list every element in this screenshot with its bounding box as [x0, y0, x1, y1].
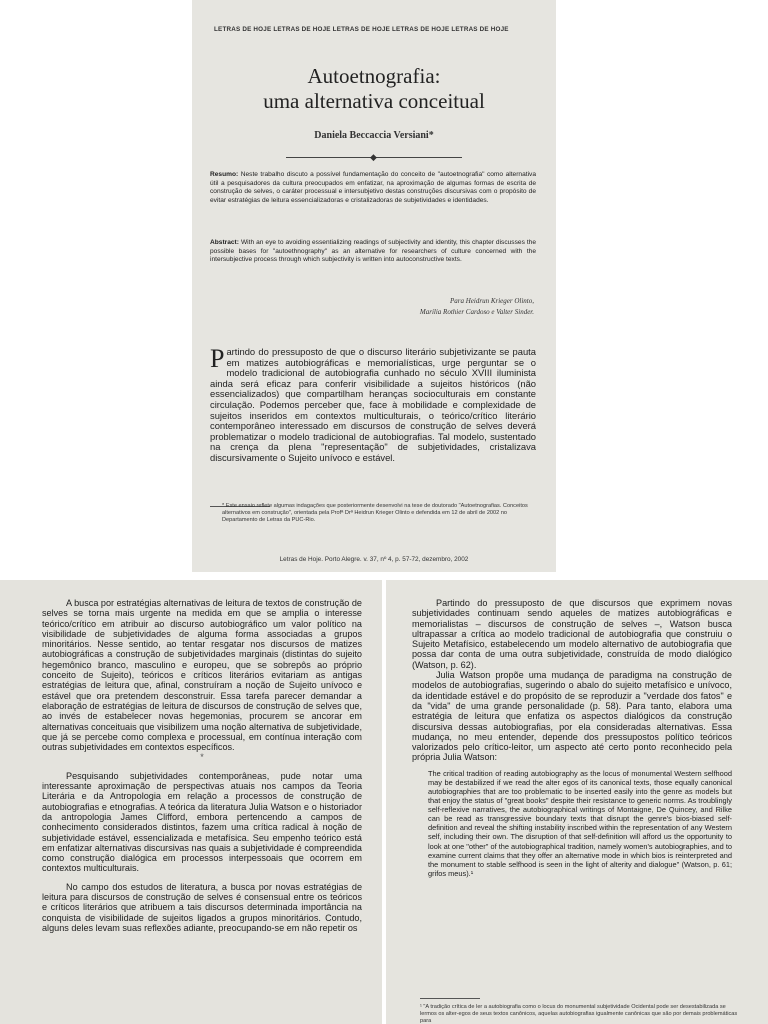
abstract-block	[210, 239, 536, 265]
right-footnote: ¹ "A tradição crítica de ler a autobiografia como o locus do monumental subjetividade Ocidental pode ser desestabilizada se lermos os alter-egos de seus textos canônicos, aquelas autobiografias igualmente canônicas que são por demais problemáticas para	[420, 1004, 738, 1024]
footnote: * Este ensaio reflete algumas indagações que posteriormente desenvolvi na tese de doutorado "Autoetnografias. Conceitos alternativos em construção", orientada pela Profª Drª Heidrun Krieger Olinto e defendida em 12 de abril de 2002 no Departamento de Letras da PUC-Rio.	[222, 503, 528, 524]
drop-cap: P	[210, 344, 225, 373]
block-quote: The critical tradition of reading autobiography as the locus of monumental Western selfhood may be destabilized if we read the alter egos of its canonical texts, those equally canonical autobiographies that are too problematic to be inserted easily into the genre as models but that enjoy the status of "great books" despite their resistance to generic norms. As troublingly self-reflexive narratives, the autobiographical writings of Montaigne, De Quincey, and Rilke can be read as transgressive boundary texts that disrupt the genre's bios-biased self-definition and reveal the shifting instability inscribed within the representation of any Western self, including their own. The disruption of that self-definition will afford us the opportunity to look at one "other" of the autobiographical tradition, namely women's autobiographies, and to examine current claims that they offer an alternative mode in which bios is reinterpreted and the monument to stable selfhood is seen in the light of alterity and dialogue" (Watson, p. 61; grifos meus).¹	[428, 768, 732, 878]
abstract-label: Abstract:	[210, 239, 239, 246]
opening-paragraph	[210, 344, 536, 464]
article-title-line2: uma alternativa conceitual	[263, 89, 485, 113]
resumo-text: Neste trabalho discuto a possível fundamentação do conceito de "autoetnografia" como alternativa útil a pesquisadores da cultura preocupados em enfatizar, na aproximação de algumas formas de escrita de construção de selves, o caráter processual e intersubjetivo destas construções discursivas com o propósito de evitar estratégias de leitura essencializadoras e cristalizadoras de subjetividades e identidades.	[210, 171, 536, 204]
right-footnote-rule	[420, 998, 480, 999]
journal-footline: Letras de Hoje. Porto Alegre. v. 37, nº 4, p. 57-72, dezembro, 2002	[279, 556, 469, 563]
section-star: *	[200, 752, 204, 763]
running-head: LETRAS DE HOJE LETRAS DE HOJE LETRAS DE HOJE LETRAS DE HOJE LETRAS DE HOJE	[214, 26, 509, 33]
abstract-text: With an eye to avoiding essentializing readings of subjectivity and identity, this chapter discusses the possible bases for "autoethnography" as an alternative for researchers of culture concerned with the intersubjective process through which subjectivity is written into autoconstructive texts.	[210, 239, 536, 264]
right-page-column	[412, 598, 732, 878]
right-paragraph-1: Partindo do pressuposto de que discursos que exprimem novas subjetividades continuam sendo aqueles de matizes autobiográficas e memorialistas – discursos de construção de selves –, Watson busca ultrapassar a crítica ao modelo tradicional de autobiografia que construiu o Sujeito Metafísico, estabelecendo um modelo alternativo de autobiografia que possa dar conta de uma outra subjetividade, construída de modo dialógico (Watson, p. 62).	[412, 598, 732, 670]
left-page	[0, 580, 382, 1024]
dedication-line2: Marília Rothier Cardoso e Valter Sinder.	[419, 308, 534, 316]
left-paragraph-3: No campo dos estudos de literatura, a busca por novas estratégias de leitura para discursos de construção de selves é consensual entre os teóricos e críticos literários que atribuem a tais discursos determinada importância na conquista de visibilidade de sujeitos ligados a grupos minoritários. Contudo, alguns deles levam suas reflexões adiante, preocupando-se em não repetir os	[42, 881, 362, 933]
left-paragraph-1: A busca por estratégias alternativas de leitura de textos de construção de selves se torna mais urgente na medida em que se amplia o interesse teórico/crítico em atribuir ao discurso autobiográfico um valor político na visibilidade de subjetividades de alguma forma associadas a grupos minoritários. Nesse sentido, ao tentar resgatar nos discursos de matizes autobiográficas a construção de subjetividades marginais (distintas do sujeito hegemônico branco, masculino e europeu, que se sobrepôs ao próprio conceito de Sujeito), teóricos e críticos literários evitariam as antigas estratégias de leitura que, afinal, construíram a noção de Sujeito unívoco e estável que ora pretendem desconstruir. Essa tarefa parecer demandar a elaboração de estratégias de leitura de discursos de construção de selves que, ao invés de estabelecer novas hegemonias, procurem se ancorar em alternativas conceituais que visibilizem uma noção alternativa de subjetividade, que já se percebe como complexa e processual, em contínua interação com outras subjetividades em contextos específicos.	[42, 598, 362, 753]
resumo-block	[210, 171, 536, 205]
article-title-line1: Autoetnografia:	[307, 64, 441, 88]
left-page-column	[42, 598, 362, 933]
left-paragraph-2: Pesquisando subjetividades contemporâneas, pude notar uma interessante aproximação de perspectivas atuais nos campos da Teoria Literária e da Antropologia em relação a processos de construção de autobiografias e etnografias. A teórica da literatura Julia Watson e o historiador da antropologia James Clifford, embora pertencendo a campos de conhecimento considerados distintos, fazem uma crítica radical à noção de subjetividade estável, essencializada e metafísica. Seu empenho teórico está em enfatizar alternativas discursivas nas quais a subjetividade é compreendida como construção dialógica em processos interpessoais que ocorrem em contextos multiculturais.	[42, 770, 362, 874]
resumo-label: Resumo:	[210, 171, 239, 178]
dedication-line1: Para Heidrun Krieger Olinto,	[450, 297, 534, 305]
opening-paragraph-text: artindo do pressuposto de que o discurso literário subjetivizante se pauta em matizes autobiográficas e memorialísticas, urge perguntar se o modelo tradicional de autobiografia cunhado no século XVIII iluminista ainda será eficaz para conferir visibilidade a sujeitos históricos (não essencializados) que compartilham heranças socioculturais em constante circulação. Podemos perceber que, face à mobilidade e complexidade de sujeitos inseridos em contextos multiculturais, o teórico/crítico literário contemporâneo interessado em discursos de construção de selves deverá problematizar o modelo tradicional de autobiografias. Tal modelo, sustentado na crença da plena "representação" de subjetividades, cristalizava discursivamente o Sujeito unívoco e estável.	[210, 346, 536, 463]
right-paragraph-2: Julia Watson propõe uma mudança de paradigma na construção de modelos de autobiografias, sugerindo o abalo do sujeito metafísico e unívoco, da identidade estável e do propósito de se reproduzir a "verdade dos fatos" e da "vida" de uma grande personalidade (p. 58). Para tanto, elabora uma estratégia de leitura que enfatiza os aspectos dialógicos da construção discursiva dessas autobiografias, por ela consideradas alternativas. Essa mudança, no meu entender, depende dos pressupostos político teóricos valorizados pelo crítico-leitor, um aspecto até certo ponto reconhecido pela própria Julia Watson:	[412, 670, 732, 763]
article-author: Daniela Beccaccia Versiani*	[314, 130, 434, 141]
article-first-page	[192, 0, 556, 572]
right-page	[386, 580, 768, 1024]
divider-ornament-icon: ◆	[370, 153, 377, 163]
